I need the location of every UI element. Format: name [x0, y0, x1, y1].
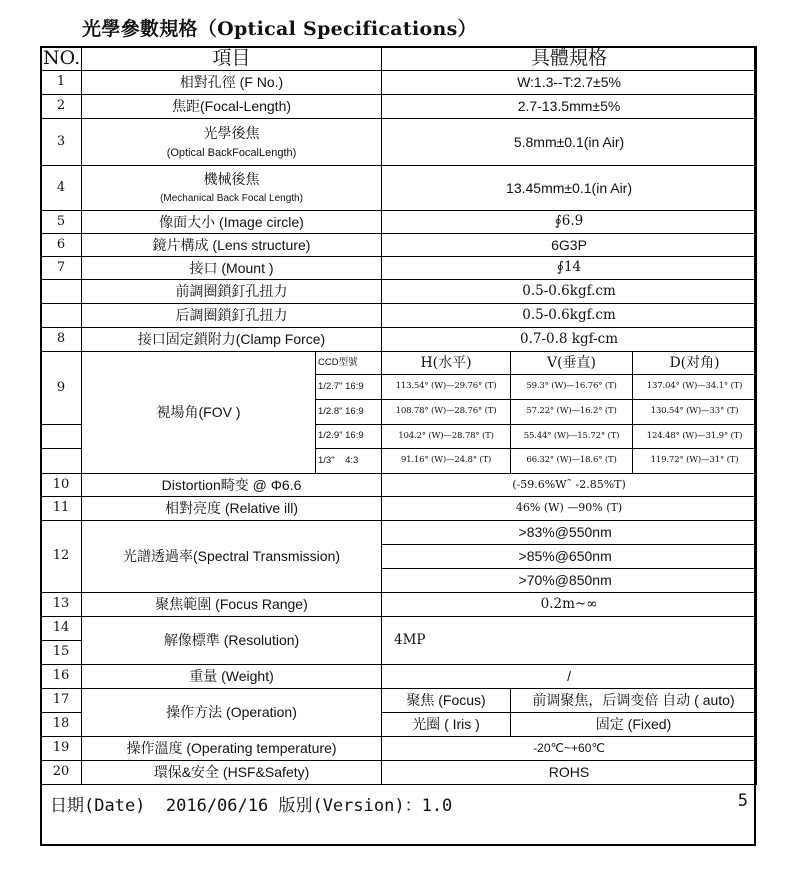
row-number: 17 [41, 689, 82, 713]
fov-v: 66.32° (W)—18.6° (T) [511, 449, 633, 474]
row-item: 操作溫度 (Operating temperature) [82, 737, 382, 761]
fov-ccd: 1/2.7" 16:9 [316, 375, 382, 400]
table-row [41, 521, 757, 545]
table-row [41, 211, 757, 234]
item-main: 機械後焦 [203, 171, 260, 188]
table-row [41, 737, 757, 761]
row-value: 46% (W) —90% (T) [382, 497, 757, 521]
table-row [41, 665, 757, 689]
row-number: 20 [41, 761, 82, 785]
focus-value: 前调聚焦，后调变倍 自动 ( auto) [511, 689, 757, 713]
iris-value: 固定 (Fixed) [511, 713, 757, 737]
row-number: 8 [41, 328, 82, 352]
row-item: 鏡片構成 (Lens structure) [82, 234, 382, 257]
row-value: 0.5-0.6kgf.cm [382, 280, 757, 304]
fov-col-h: H(水平) [382, 352, 511, 375]
table-row [41, 497, 757, 521]
row-item: 接口 (Mount ) [82, 257, 382, 280]
row-number: 16 [41, 665, 82, 689]
item-main: 光學後焦 [203, 124, 260, 141]
table-row [41, 593, 757, 617]
row-number: 4 [41, 166, 82, 211]
fov-d: 124.48° (W)—31.9° (T) [633, 425, 757, 449]
table-row [41, 304, 757, 328]
row-number [41, 280, 82, 304]
fov-ccd: 1/2.9" 16:9 [316, 425, 382, 449]
item-sub: (Optical BackFocalLength) [166, 146, 297, 159]
page-number: 5 [737, 791, 748, 811]
row-value: 0.2m~∞ [382, 593, 757, 617]
header-item: 項目 [82, 47, 382, 71]
table-header-row [41, 47, 757, 71]
row-value: 13.45mm±0.1(in Air) [382, 166, 757, 211]
row-item: 視場角(FOV ) [82, 352, 316, 474]
row-number: 5 [41, 211, 82, 234]
spec-table [40, 46, 757, 785]
row-value: >70%@850nm [511, 569, 757, 593]
fov-h: 113.54° (W)—29.76° (T) [382, 375, 511, 400]
focus-label: 聚焦 (Focus) [382, 689, 511, 713]
row-value: 2.7-13.5mm±5% [382, 95, 757, 119]
row-item: 重量 (Weight) [82, 665, 382, 689]
table-row [41, 119, 757, 166]
table-row [41, 257, 757, 280]
row-item: 相對孔徑 (F No.) [82, 71, 382, 95]
row-number: 13 [41, 593, 82, 617]
fov-v: 55.44° (W)—15.72° (T) [511, 425, 633, 449]
row-value: 6G3P [382, 234, 757, 257]
row-value: -20℃~+60℃ [382, 737, 757, 761]
row-item: 接口固定鎖附力(Clamp Force) [82, 328, 382, 352]
table-row [41, 71, 757, 95]
row-item: 操作方法 (Operation) [82, 689, 382, 737]
row-value: W:1.3--T:2.7±5% [382, 71, 757, 95]
row-item [82, 119, 382, 166]
fov-header-row [41, 352, 757, 375]
row-number [41, 304, 82, 328]
row-item: 前調圈鎖釘孔扭力 [82, 280, 382, 304]
table-row [41, 166, 757, 211]
row-item: 環保&安全 (HSF&Safety) [82, 761, 382, 785]
row-number: 9 [41, 352, 82, 425]
item-sub: (Mechanical Back Focal Length) [160, 193, 303, 205]
row-item [82, 166, 382, 211]
row-number: 19 [41, 737, 82, 761]
footer-date-version: 日期(Date) 2016/06/16 版別(Version)：1.0 [50, 796, 453, 816]
fov-ccd: 1/2.8" 16:9 [316, 400, 382, 425]
fov-h: 108.78° (W)—28.76° (T) [382, 400, 511, 425]
table-row [41, 689, 757, 713]
table-row [41, 280, 757, 304]
row-value: 5.8mm±0.1(in Air) [382, 119, 757, 166]
row-value: ∮6.9 [382, 211, 757, 234]
fov-col-v: V(垂直) [511, 352, 633, 375]
row-number: 18 [41, 713, 82, 737]
row-number: 6 [41, 234, 82, 257]
row-value: ROHS [382, 761, 757, 785]
row-number: 2 [41, 95, 82, 119]
table-row [41, 328, 757, 352]
row-number: 11 [41, 497, 82, 521]
row-item: 焦距(Focal-Length) [82, 95, 382, 119]
row-value-spacer [382, 545, 511, 569]
fov-v: 57.22° (W)—16.2° (T) [511, 400, 633, 425]
row-value: 0.7-0.8 kgf-cm [382, 328, 757, 352]
row-item: 后調圈鎖釘孔扭力 [82, 304, 382, 328]
row-item: Distortion畸变 @ Φ6.6 [82, 474, 382, 497]
row-number: 7 [41, 257, 82, 280]
row-item: 聚焦範圍 (Focus Range) [82, 593, 382, 617]
fov-h: 104.2° (W)—28.78° (T) [382, 425, 511, 449]
table-row [41, 617, 757, 641]
row-number: 3 [41, 119, 82, 166]
fov-ccd: 1/3" 4:3 [316, 449, 382, 474]
row-item: 解像標準 (Resolution) [82, 617, 382, 665]
fov-d: 119.72° (W)—31° (T) [633, 449, 757, 474]
row-value: 4MP [382, 617, 757, 665]
row-value: >85%@650nm [511, 545, 757, 569]
row-value-spacer [382, 569, 511, 593]
row-number: 1 [41, 71, 82, 95]
table-row [41, 761, 757, 785]
table-row [41, 95, 757, 119]
fov-v: 59.3° (W)—16.76° (T) [511, 375, 633, 400]
row-value: ∮14 [382, 257, 757, 280]
fov-d: 130.54° (W)—33° (T) [633, 400, 757, 425]
row-item: 相對亮度 (Relative ill) [82, 497, 382, 521]
row-item: 光譜透過率(Spectral Transmission) [82, 521, 382, 593]
row-value: 0.5-0.6kgf.cm [382, 304, 757, 328]
row-number: 14 [41, 617, 82, 641]
table-row [41, 474, 757, 497]
table-row [41, 234, 757, 257]
page-title: 光學參數規格（Optical Specifications） [82, 18, 477, 40]
row-value: (-59.6%W˜ -2.85%T) [382, 474, 757, 497]
row-number: 15 [41, 641, 82, 665]
row-number: 10 [41, 474, 82, 497]
fov-d: 137.04° (W)—34.1° (T) [633, 375, 757, 400]
row-item: 像面大小 (Image circle) [82, 211, 382, 234]
iris-label: 光圈 ( Iris ) [382, 713, 511, 737]
row-value-spacer [382, 521, 511, 545]
header-no: NO. [41, 47, 82, 71]
row-number: 12 [41, 521, 82, 593]
fov-col-ccd: CCD型號 [316, 352, 382, 375]
row-number-empty [41, 425, 82, 449]
header-spec: 具體規格 [382, 47, 757, 71]
fov-h: 91.16° (W)—24.8° (T) [382, 449, 511, 474]
row-value: >83%@550nm [511, 521, 757, 545]
footer [50, 791, 750, 816]
fov-col-d: D(对角) [633, 352, 757, 375]
row-value: / [382, 665, 757, 689]
row-number-empty [41, 449, 82, 474]
